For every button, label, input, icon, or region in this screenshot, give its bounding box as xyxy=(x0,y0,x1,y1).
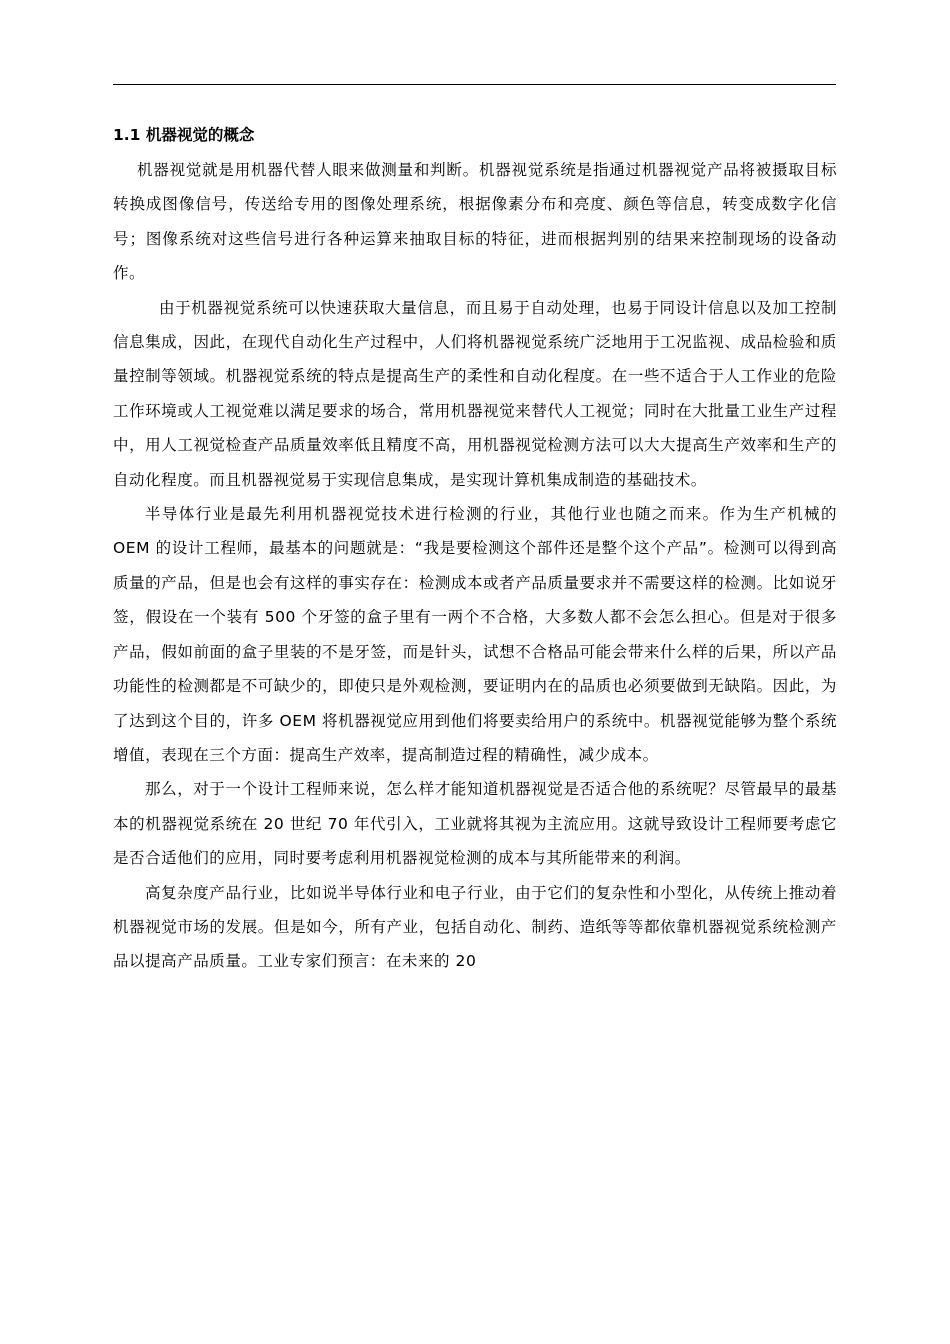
paragraph-advantages: 由于机器视觉系统可以快速获取大量信息，而且易于自动处理，也易于同设计信息以及加工控制信息集成，因此，在现代自动化生产过程中，人们将机器视觉系统广泛地用于工况监视、成品检验和质量控制等领域。机器视觉系统的特点是提高生产的柔性和自动化程度。在一些不适合于人工作业的危险工作环境或人工视觉难以满足要求的场合，常用机器视觉来替代人工视觉；同时在大批量工业生产过程中，用人工视觉检查产品质量效率低且精度不高，用机器视觉检测方法可以大大提高生产效率和生产的自动化程度。而且机器视觉易于实现信息集成，是实现计算机集成制造的基础技术。 xyxy=(113,298,837,489)
header-rule xyxy=(113,84,836,85)
paragraph-suitability: 那么，对于一个设计工程师来说，怎么样才能知道机器视觉是否适合他的系统呢？尽管最早的最基本的机器视觉系统在 20 世纪 70 年代引入，工业就将其视为主流应用。这就导致设计工程师要考虑它是否合适他们的应用，同时要考虑利用机器视觉检测的成本与其所能带来的利润。 xyxy=(113,780,837,868)
section-heading: 1.1 机器视觉的概念 xyxy=(113,126,255,144)
paragraph-definition: 机器视觉就是用机器代替人眼来做测量和判断。机器视觉系统是指通过机器视觉产品将被摄取目标转换成图像信号，传送给专用的图像处理系统，根据像素分布和亮度、颜色等信息，转变成数字化信号；图像系统对这些信号进行各种运算来抽取目标的特征，进而根据判别的结果来控制现场的设备动作。 xyxy=(113,161,837,283)
document-body xyxy=(113,123,837,979)
paragraph-semiconductor: 半导体行业是最先利用机器视觉技术进行检测的行业，其他行业也随之而来。作为生产机械的 OEM 的设计工程师，最基本的问题就是：“我是要检测这个部件还是整个这个产品”。检测可以得到高质量的产品，但是也会有这样的事实存在：检测成本或者产品质量要求并不需要这样的检测。比如说牙签，假设在一个装有 500 个牙签的盒子里有一两个不合格，大多数人都不会怎么担心。但是对于很多产品，假如前面的盒子里装的不是牙签，而是针头，试想不合格品可能会带来什么样的后果，所以产品功能性的检测都是不可缺少的，即使只是外观检测，要证明内在的品质也必须要做到无缺陷。因此，为了达到这个目的，许多 OEM 将机器视觉应用到他们将要卖给用户的系统中。机器视觉能够为整个系统增值，表现在三个方面：提高生产效率，提高制造过程的精确性，减少成本。 xyxy=(113,505,837,764)
paragraph-industries: 高复杂度产品行业，比如说半导体行业和电子行业，由于它们的复杂性和小型化，从传统上推动着机器视觉市场的发展。但是如今，所有产业，包括自动化、制药、造纸等等都依靠机器视觉系统检测产品以提高产品质量。工业专家们预言：在未来的 20 xyxy=(113,883,837,971)
